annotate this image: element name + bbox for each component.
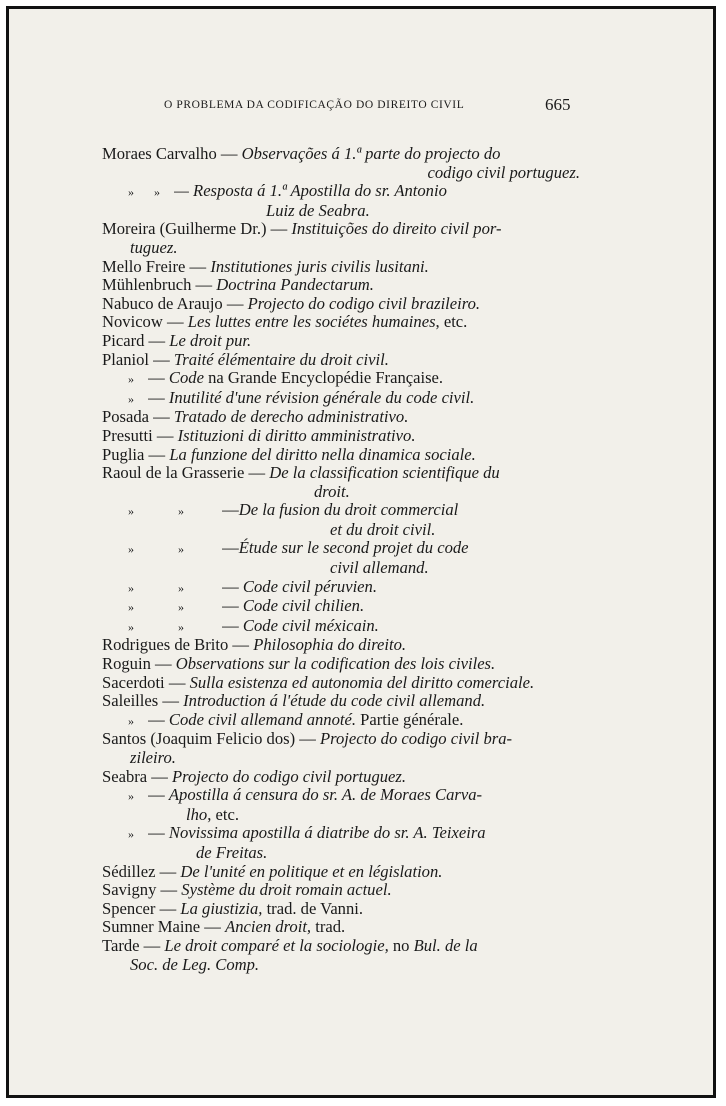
ditto-mark: »	[128, 185, 134, 200]
ditto-mark: »	[128, 789, 134, 804]
list-item: Mühlenbruch — Doctrina Pandectarum.	[102, 275, 374, 295]
running-header: O PROBLEMA DA CODIFICAÇÃO DO DIREITO CIVIL	[164, 99, 465, 111]
list-item: Rodrigues de Brito — Philosophia do direito.	[102, 635, 407, 655]
list-item: » » — Code civil péruvien.	[102, 578, 580, 598]
list-item: Sumner Maine — Ancien droit, trad.	[102, 917, 346, 937]
list-item-continuation: lho, etc.	[186, 804, 240, 824]
list-item-continuation: civil allemand.	[330, 558, 429, 578]
ditto-mark: »	[178, 619, 184, 634]
ditto-mark: »	[128, 827, 134, 842]
page-number: 665	[545, 95, 571, 114]
list-item: Sacerdoti — Sulla esistenza ed autonomia del diritto comerciale.	[102, 672, 535, 692]
list-item: Posada — Tratado de derecho administrativo.	[102, 407, 409, 427]
list-item: » » — Resposta á 1.ª Apostilla do sr. Antonio	[102, 182, 580, 202]
list-item: Santos (Joaquim Felicio dos) — Projecto do codigo civil bra-	[102, 729, 513, 749]
ditto-mark: »	[128, 619, 134, 634]
list-item: Mello Freire — Institutiones juris civilis lusitani.	[102, 256, 429, 276]
ditto-mark: »	[178, 504, 184, 519]
list-item-continuation: Luiz de Seabra.	[266, 200, 370, 220]
list-item: Savigny — Système du droit romain actuel.	[102, 880, 392, 900]
ditto-mark: »	[128, 391, 134, 406]
list-item: Puglia — La funzione del diritto nella dinamica sociale.	[102, 444, 476, 464]
list-item: » » — Code civil méxicain.	[102, 617, 580, 637]
list-item-continuation: Soc. de Leg. Comp.	[130, 954, 260, 974]
list-item: Novicow — Les luttes entre les sociétes humaines, etc.	[102, 312, 468, 332]
ditto-mark: »	[178, 580, 184, 595]
list-item-continuation: droit.	[314, 481, 350, 501]
list-item: Saleilles — Introduction á l'étude du code civil allemand.	[102, 691, 486, 711]
list-item: Presutti — Istituzioni di diritto amministrativo.	[102, 425, 416, 445]
book-page	[6, 6, 716, 1098]
list-item: Tarde — Le droit comparé et la sociologie, no Bul. de la	[102, 935, 478, 955]
ditto-mark: »	[128, 372, 134, 387]
list-item: » — Apostilla á censura do sr. A. de Moraes Carva-	[102, 786, 580, 806]
list-item: » » —De la fusion du droit commercial	[102, 501, 580, 521]
list-item: Spencer — La giustizia, trad. de Vanni.	[102, 898, 364, 918]
list-item: » — Code civil allemand annoté. Partie générale.	[102, 711, 580, 731]
ditto-mark: »	[154, 185, 160, 200]
list-item: Picard — Le droit pur.	[102, 330, 252, 350]
list-item: » — Inutilité d'une révision générale du code civil.	[102, 389, 580, 409]
list-item: Seabra — Projecto do codigo civil portuguez.	[102, 766, 407, 786]
list-item-continuation: tuguez.	[130, 237, 178, 257]
ditto-mark: »	[178, 542, 184, 557]
list-item-continuation: zileiro.	[130, 748, 176, 767]
ditto-mark: »	[128, 713, 134, 728]
ditto-mark: »	[128, 600, 134, 615]
list-item-continuation: et du droit civil.	[330, 519, 436, 539]
ditto-mark: »	[178, 600, 184, 615]
list-item: Moraes Carvalho — Observações á 1.ª parte do projecto do	[102, 144, 501, 163]
list-item: Sédillez — De l'unité en politique et en législation.	[102, 861, 443, 881]
list-item: Moreira (Guilherme Dr.) — Instituições do direito civil por-	[102, 219, 502, 239]
list-item-continuation: de Freitas.	[196, 842, 268, 862]
list-item: Roguin — Observations sur la codification des lois civiles.	[102, 654, 496, 674]
bibliography-list	[102, 145, 580, 974]
list-item: » » —Étude sur le second projet du code	[102, 539, 580, 559]
list-item: Planiol — Traité élémentaire du droit civil.	[102, 349, 389, 369]
list-item: Nabuco de Araujo — Projecto do codigo civil brazileiro.	[102, 293, 481, 313]
list-item-continuation: codigo civil portuguez.	[427, 162, 580, 182]
list-item: » » — Code civil chilien.	[102, 597, 580, 617]
ditto-mark: »	[128, 580, 134, 595]
ditto-mark: »	[128, 504, 134, 519]
ditto-mark: »	[128, 542, 134, 557]
list-item: Raoul de la Grasserie — De la classification scientifique du	[102, 463, 500, 483]
list-item: » — Novissima apostilla á diatribe do sr. A. Teixeira	[102, 824, 580, 844]
list-item: » — Code na Grande Encyclopédie Française.	[102, 369, 580, 389]
